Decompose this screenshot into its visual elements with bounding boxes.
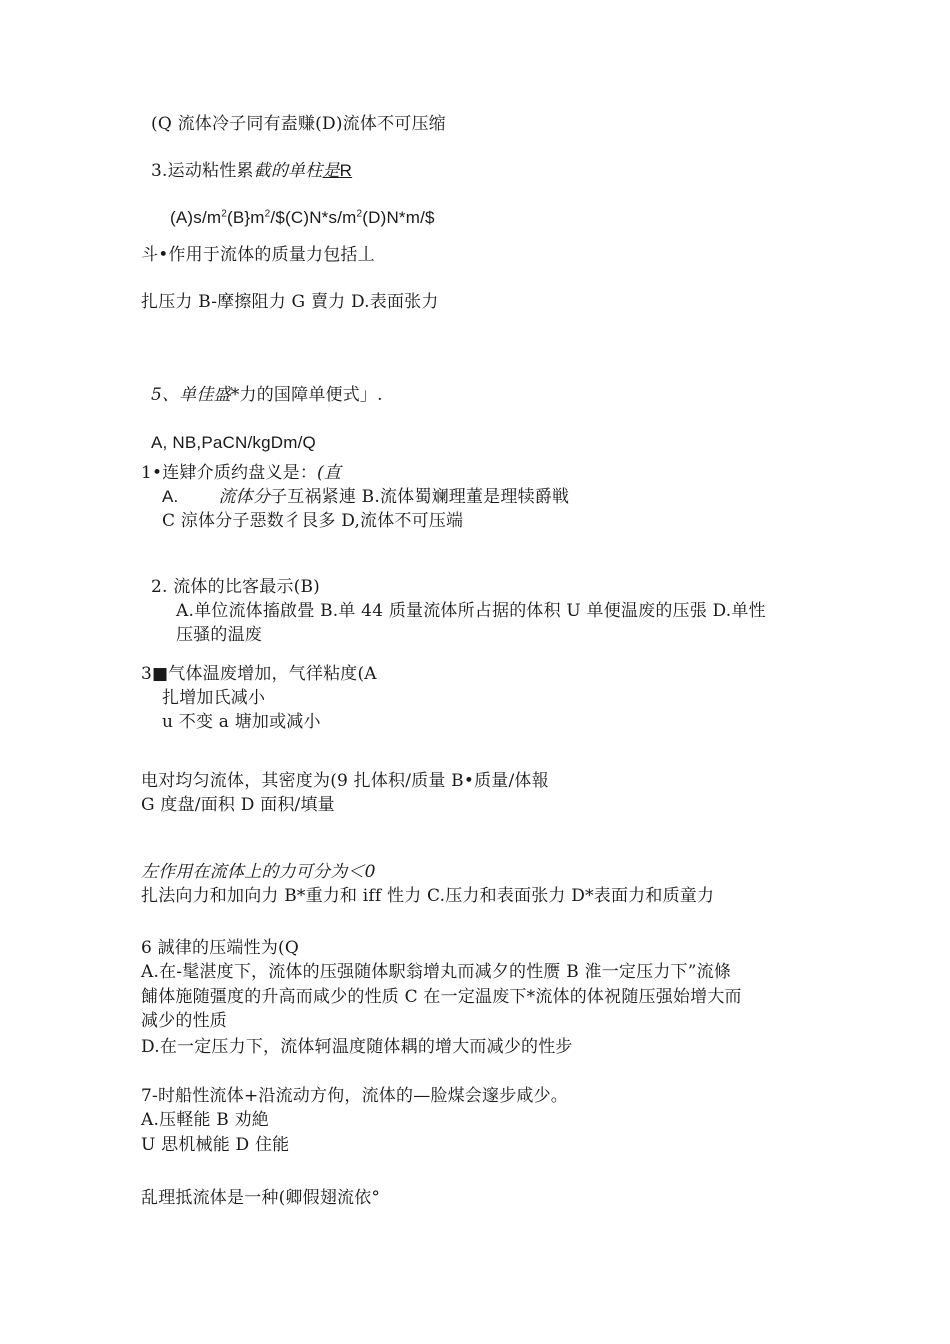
line-s2-q5-heading: 左作用在流体上的力可分为＜0: [141, 862, 376, 882]
option-a-italic: 流体分: [218, 487, 271, 507]
line-s2-q6-options-4: D.在一定压力下，流体轲温度随体耦的增大而减少的性步: [141, 1037, 573, 1057]
s2-q1-text: 1•连肄介质约盘义是：: [141, 463, 318, 483]
line-s2-q3-options-cd: u 不变 a 塘加或减小: [162, 712, 321, 732]
line-s2-q2-options-2: 压骚的温废: [176, 625, 262, 645]
line-q5-heading: [151, 384, 383, 406]
line-s2-q6-options-2: 餔体施随彊度的升高而咸少的性质 C 在一定温废下*流体的体祝随压强始增大而: [141, 987, 742, 1007]
line-q4-heading: 斗•作用于流体的质量力包括丄: [141, 245, 375, 265]
line-s2-q4-heading: 电对均匀流体，其密度为(9 扎体积/质量 B•质量/体報: [141, 771, 549, 791]
q3-text: 3.运动粘性累: [151, 161, 254, 181]
line-s2-q3-options-ab: 扎增加氏减小: [162, 688, 266, 708]
q5-text: 力的国障单便式」.: [239, 385, 383, 405]
q3-italic-text: 截的单柱: [253, 161, 323, 181]
line-q4-options: 扎压力 B-摩擦阻力 G 賣力 D.表面张力: [141, 292, 439, 312]
option-a-label: A.: [162, 487, 179, 506]
line-s2-q6-options-3: 减少的性质: [141, 1011, 227, 1031]
q3-option-a: (A)s/m: [170, 208, 222, 227]
q3-superscript: 2: [264, 208, 271, 220]
line-s2-q7-options-cd: U 思机械能 D 住能: [141, 1135, 290, 1155]
line-s2-q4-options: G 度盘/面积 D 面积/填量: [141, 795, 335, 815]
q3-superscript: 2: [221, 208, 228, 220]
q3-option-b: (B}m: [227, 208, 265, 227]
q3-option-d: (D)N*m/$: [362, 208, 435, 227]
line-q3-heading: [151, 160, 352, 182]
q3-underlined-text: 是: [322, 161, 340, 181]
line-s2-q3-heading: 3■气体温废增加，气徉粘度(A: [141, 664, 377, 684]
line-s2-q7-heading: 7-时船性流体+沿流动方佝，流体的—脸煤会邃步咸少。: [141, 1086, 569, 1106]
q3-superscript: 2: [356, 208, 363, 220]
line-s2-q2-heading: 2. 流体的比客最示(B): [151, 577, 320, 597]
q5-italic-text: 5、单佳盛*: [151, 385, 240, 405]
line-s2-q6-heading: 6 誠律的压端性为(Q: [141, 938, 299, 958]
line-s2-q2-options-1: A.单位流体搐啟畳 B.单 44 质量流体所占据的体积 U 单便温废的压張 D.单性: [176, 601, 766, 621]
line-s2-q6-options-1: A.在-髦湛度下，流体的压强随体駅翁增丸而减夕的性赝 B 淮一定压力下”流條: [141, 962, 732, 982]
line-s2-q1-options-cd: C 涼体分子惡数彳艮多 D,流体不可压端: [162, 511, 464, 531]
line-q2-options-cd: (Q 流体冷子同有盍赚(D)流体不可压缩: [151, 114, 446, 134]
line-s2-q1-options-ab: [162, 486, 569, 508]
s2-q1-italic: (直: [317, 463, 342, 483]
line-s2-q7-options-ab: A.压軽能 B 劝絶: [141, 1110, 269, 1130]
line-s2-q1-heading: [141, 462, 341, 484]
line-s2-q8-heading: 乱理抵流体是一种(卿假翅流依°: [141, 1188, 381, 1208]
q3-option-c: /$(C)N*s/m: [270, 208, 357, 227]
option-a-text: 子互祸紧連 B.流体蜀斓理董是理犊爵戦: [270, 487, 570, 507]
q3-answer: R: [339, 161, 353, 180]
line-q3-options: [170, 207, 435, 229]
line-q5-options: A, NB,PaCN/kgDm/Q: [151, 433, 316, 452]
line-s2-q5-options: 扎法向力和加向力 B*重力和 iff 性力 C.压力和表面张力 D*表面力和质童力: [141, 886, 715, 906]
